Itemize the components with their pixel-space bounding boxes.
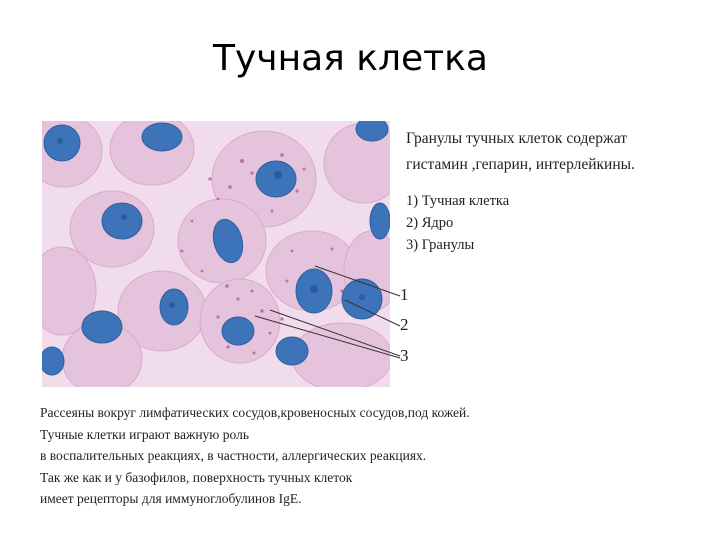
pointer-label-2: 2 (400, 315, 409, 334)
legend-list (406, 190, 509, 256)
legend-item: 1) Тучная клетка (406, 193, 510, 209)
slide-title: Тучная клетка (213, 38, 488, 79)
note-line: в воспалительных реакциях, в частности, аллергических реакциях. (40, 448, 427, 463)
note-line: Тучные клетки играют важную роль (40, 426, 249, 442)
note-line: имеет рецепторы для иммуноглобулинов IgE. (40, 491, 302, 506)
micrograph-image (42, 121, 390, 387)
legend-item: 2) Ядро (406, 215, 454, 231)
intro-line: гистамин ,гепарин, интерлейкины. (406, 156, 635, 173)
micrograph-drawing (42, 121, 390, 387)
legend-item: 3) Гранулы (406, 237, 475, 253)
intro-line: Гранулы тучных клеток содержат (406, 130, 627, 147)
notes-text (40, 402, 660, 510)
note-line: Так же как и у базофилов, поверхность тучных клеток (40, 469, 353, 485)
intro-text (406, 126, 706, 178)
pointer-label-3: 3 (400, 346, 409, 365)
pointer-label-1: 1 (400, 285, 409, 304)
note-line: Рассеяны вокруг лимфатических сосудов,кровеносных сосудов,под кожей. (40, 405, 470, 420)
